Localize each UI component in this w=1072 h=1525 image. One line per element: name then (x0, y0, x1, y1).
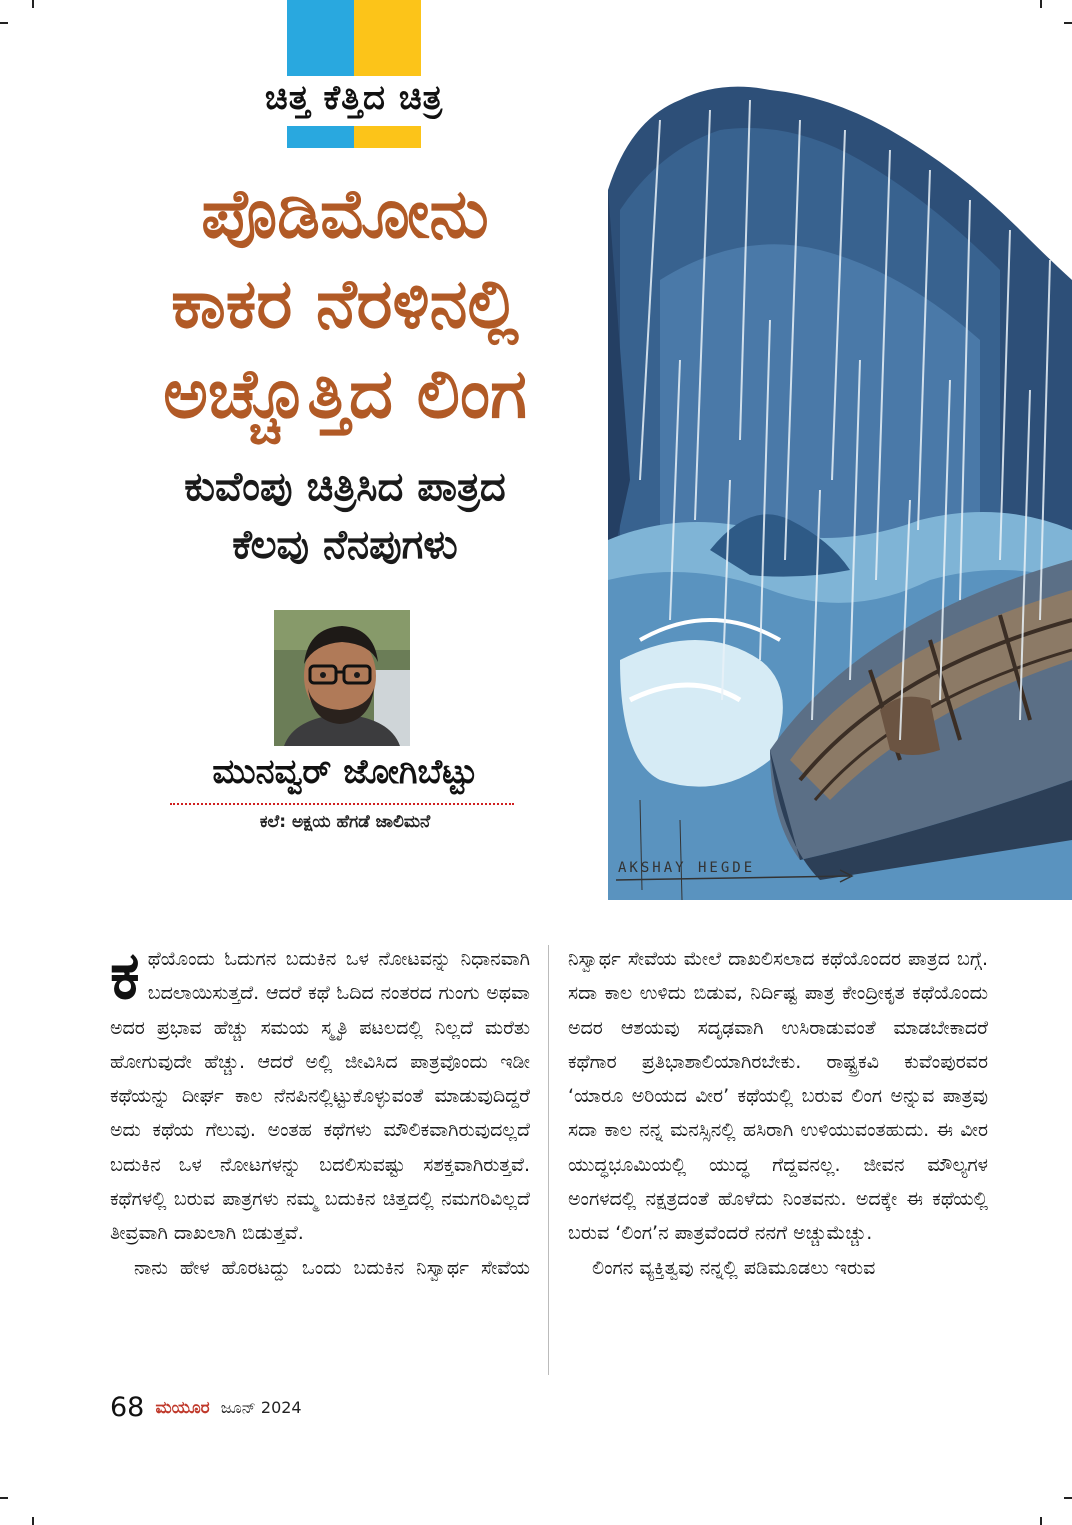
author-name: ಮುನವ್ವರ್ ಜೋಗಿಬೆಟ್ಟು (212, 752, 478, 792)
page-number: 68 (110, 1392, 145, 1423)
crop-mark (1064, 22, 1072, 24)
headline-line-3: ಅಚ್ಚೊತ್ತಿದ ಲಿಂಗ (163, 355, 527, 434)
body-paragraph-1-text: ಥೆಯೊಂದು ಓದುಗನ ಬದುಕಿನ ಒಳ ನೋಟವನ್ನು ನಿಧಾನವಾಗಿ ಬದಲಾಯಿಸುತ್ತದೆ. ಆದರೆ ಕಥೆ ಓದಿದ ನಂತರದ ಗುಂಗು ಅಥವಾ ಅದರ ಪ್ರಭಾವ ಹೆಚ್ಚು ಸಮಯ ಸ್ಮೃತಿ ಪಟಲದಲ್ಲಿ ನಿಲ್ಲದೆ ಮರೆತು ಹೋಗುವುದೇ ಹೆಚ್ಚು. ಆದರೆ ಅಲ್ಲಿ ಜೀವಿಸಿದ ಪಾತ್ರವೊಂದು ಇಡೀ ಕಥೆಯನ್ನು ದೀರ್ಘ ಕಾಲ ನೆನಪಿನಲ್ಲಿಟ್ಟುಕೊಳ್ಳುವಂತೆ ಮಾಡುವುದಿದ್ದರೆ ಅದು ಕಥೆಯ ಗೆಲುವು. ಅಂತಹ ಕಥೆಗಳು ಮೌಲಿಕವಾಗಿರುವುದಲ್ಲದೆ ಬದುಕಿನ ಒಳ ನೋಟಗಳನ್ನು ಬದಲಿಸುವಷ್ಟು ಸಶಕ್ತವಾಗಿರುತ್ತವೆ. ಕಥೆಗಳಲ್ಲಿ ಬರುವ ಪಾತ್ರಗಳು ನಮ್ಮ ಬದುಕಿನ ಚಿತ್ತದಲ್ಲಿ ನಮಗರಿವಿಲ್ಲದೆ ತೀವ್ರವಾಗಿ ದಾಖಲಾಗಿ ಬಿಡುತ್ತವೆ. (110, 948, 530, 1245)
crop-mark (0, 22, 8, 24)
issue-date: ಜೂನ್ 2024 (220, 1397, 302, 1417)
illustration-signature: AKSHAY HEGDE (618, 860, 756, 876)
author-photo (274, 610, 410, 746)
crop-mark (0, 1497, 8, 1499)
body-paragraph-3: ಲಿಂಗನ ವ್ಯಕ್ತಿತ್ವವು ನನ್ನಲ್ಲಿ ಪಡಿಮೂಡಲು ಇರುವ (592, 1256, 876, 1279)
body-paragraph-2-continued: ನಿಸ್ವಾರ್ಥ ಸೇವೆಯ ಮೇಲೆ ದಾಖಲಿಸಲಾದ ಕಥೆಯೊಂದರ ಪಾತ್ರದ ಬಗ್ಗೆ. ಸದಾ ಕಾಲ ಉಳಿದು ಬಿಡುವ, ನಿರ್ದಿಷ್ಟ ಪಾತ್ರ ಕೇಂದ್ರೀಕೃತ ಕಥೆಯೊಂದು ಅದರ ಆಶಯವು ಸದೃಢವಾಗಿ ಉಸಿರಾಡುವಂತೆ ಮಾಡಬೇಕಾದರೆ ಕಥೆಗಾರ ಪ್ರತಿಭಾಶಾಲಿಯಾಗಿರಬೇಕು. ರಾಷ್ಟ್ರಕವಿ ಕುವೆಂಪುರವರ ‘ಯಾರೂ ಅರಿಯದ ವೀರ’ ಕಥೆಯಲ್ಲಿ ಬರುವ ಲಿಂಗ ಅನ್ನುವ ಪಾತ್ರವು ಸದಾ ಕಾಲ ನನ್ನ ಮನಸ್ಸಿನಲ್ಲಿ ಹಸಿರಾಗಿ ಉಳಿಯುವಂತಹುದು. ಈ ವೀರ ಯುದ್ಧಭೂಮಿಯಲ್ಲಿ ಯುದ್ಧ ಗೆದ್ದವನಲ್ಲ. ಜೀವನ ಮೌಲ್ಯಗಳ ಅಂಗಳದಲ್ಲಿ ನಕ್ಷತ್ರದಂತೆ ಹೊಳೆದು ನಿಂತವನು. ಅದಕ್ಕೇ ಈ ಕಥೆಯಲ್ಲಿ ಬರುವ ‘ಲಿಂಗ’ನ ಪಾತ್ರವೆಂದರೆ ನನಗೆ ಅಚ್ಚುಮೆಚ್ಚು. (568, 948, 988, 1245)
art-credit: ಕಲೆ: ಅಕ್ಷಯ ಹೆಗಡೆ ಜಾಲಿಮನೆ (259, 812, 431, 832)
storm-boat-illustration (600, 60, 1072, 900)
crop-mark (1040, 0, 1042, 8)
subheadline (110, 458, 580, 574)
crop-mark (1040, 1517, 1042, 1525)
section-label: ಚಿತ್ತ ಕೆತ್ತಿದ ಚಿತ್ರ (264, 78, 444, 118)
headline-line-2: ಕಾಕರ ನೆರಳಿನಲ್ಲಿ (171, 265, 519, 344)
crop-mark (32, 1517, 34, 1525)
crop-mark (32, 0, 34, 8)
magazine-name: ಮಯೂರ (155, 1397, 210, 1418)
page-footer (110, 1392, 302, 1432)
headline (100, 170, 590, 440)
body-column-left (110, 937, 530, 1285)
column-divider (548, 945, 549, 1375)
author-portrait-icon (274, 610, 410, 746)
author-underline (170, 803, 514, 805)
subheadline-line-1: ಕುವೆಂಪು ಚಿತ್ರಿಸಿದ ಪಾತ್ರದ (184, 464, 506, 510)
storm-scene-icon (600, 60, 1072, 900)
body-paragraph-1 (110, 937, 530, 1251)
section-badge (287, 0, 421, 148)
body-paragraph-2: ನಾನು ಹೇಳ ಹೊರಟದ್ದು ಒಂದು ಬದುಕಿನ ನಿಸ್ವಾರ್ಥ ಸೇವೆಯ (134, 1256, 530, 1279)
drop-cap: ಕ (110, 937, 140, 1014)
headline-line-1: ಪೊಡಿಮೋನು (201, 175, 489, 254)
body-column-right (568, 942, 988, 1285)
subheadline-line-2: ಕೆಲವು ನೆನಪುಗಳು (232, 522, 458, 568)
crop-mark (1064, 1497, 1072, 1499)
